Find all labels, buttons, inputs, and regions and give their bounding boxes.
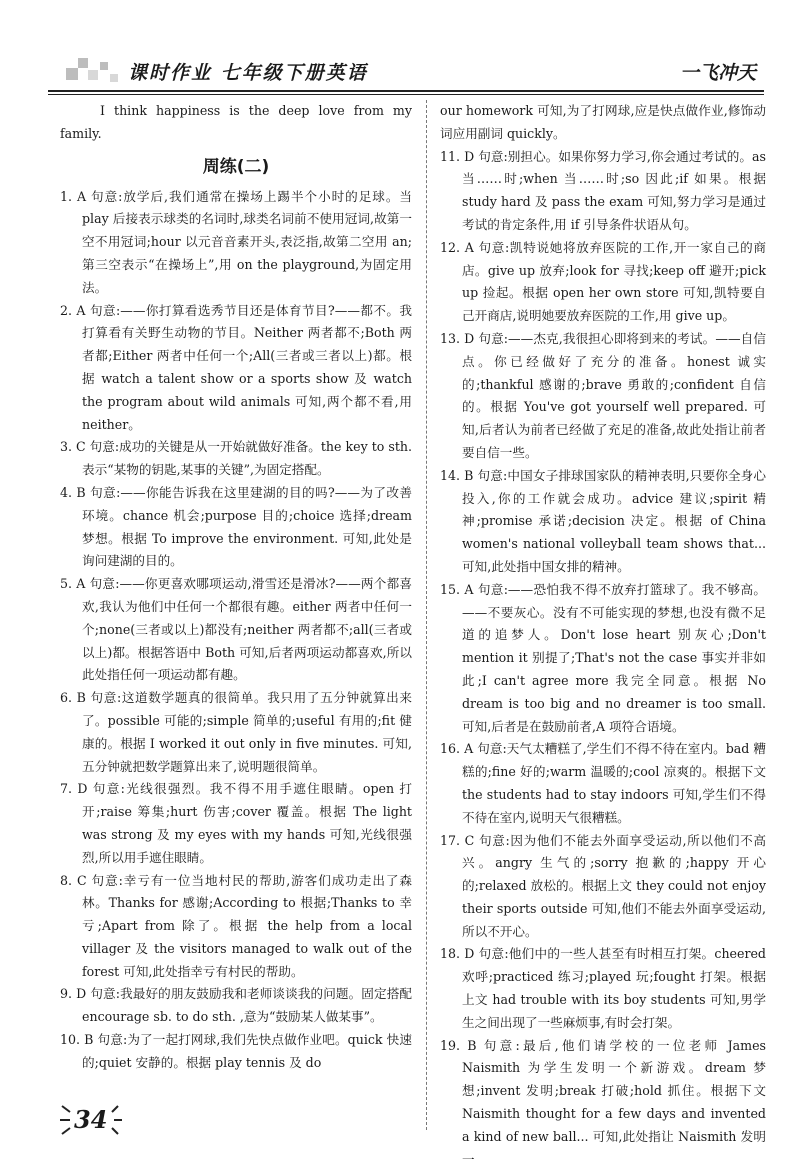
- answer-item: 16. A 句意:天气太糟糕了,学生们不得不待在室内。bad 糟糕的;fine 好的;warm 温暖的;cool 凉爽的。根据下文 the students had to stay indoors 可知,学生们不得不待在室内,说明天气很糟糕。: [440, 741, 766, 825]
- header-rule-thin: [48, 94, 764, 95]
- answer-continuation: our homework 可知,为了打网球,应是快点做作业,修饰动词应用副词 quickly。: [440, 103, 766, 141]
- answer-item: 12. A 句意:凯特说她将放弃医院的工作,开一家自己的商店。give up 放弃;look for 寻找;keep off 避开;pick up 捡起。根据 open her own store 可知,凯特要自己开商店,说明她要放弃医院的工作,用 give up。: [440, 239, 766, 324]
- page-number: 34: [74, 1105, 108, 1134]
- answer-item: 19. B 句意:最后,他们请学校的一位老师 James Naismith 为学生发明一个新游戏。dream 梦想;invent 发明;break 打破;hold 抓住。根据下文 Naismith thought for a few days and invented a kind of new ball... 可知,此处指让 Naismith 发明一: [440, 1037, 766, 1167]
- header-rule: [48, 90, 764, 92]
- right-column: [440, 100, 766, 1171]
- header-title: 课时作业 七年级下册英语: [128, 62, 368, 84]
- answer-item: 7. D 句意:光线很强烈。我不得不用手遮住眼睛。open 打开;raise 筹集;hurt 伤害;cover 覆盖。根据 The light was strong 及 my eyes with my hands 可知,光线很强烈,所以用手遮住眼睛。: [60, 781, 412, 865]
- answer-item: 6. B 句意:这道数学题真的很简单。我只用了五分钟就算出来了。possible 可能的;simple 简单的;useful 有用的;fit 健康的。根据 I worked it out only in five minutes. 可知,五分钟就把数学题算出来了,说明题很简单。: [60, 690, 412, 774]
- answer-item: 4. B 句意:——你能告诉我在这里建湖的目的吗?——为了改善环境。chance 机会;purpose 目的;choice 选择;dream 梦想。根据 To improve the environment. 可知,此处是询问建湖的目的。: [60, 484, 412, 569]
- answer-item: 2. A 句意:——你打算看选秀节目还是体育节目?——都不。我打算看有关野生动物的节目。Neither 两者都不;Both 两者都;Either 两者中任何一个;All(三者或三者以上)都。根据 watch a talent show or a sports show 及 watch the program about wild animals 可知,两个都不看,用 neither。: [60, 302, 412, 432]
- answer-item: 8. C 句意:幸亏有一位当地村民的帮助,游客们成功走出了森林。Thanks for 感谢;According to 根据;Thanks to 幸亏;Apart from 除了。根据 the help from a local villager 及 the visitors managed to walk out of the forest 可知,此处指幸亏有村民的帮助。: [60, 872, 412, 979]
- answer-item: 9. D 句意:我最好的朋友鼓励我和老师谈谈我的问题。固定搭配 encourage sb. to do sth. ,意为“鼓励某人做某事”。: [60, 986, 412, 1025]
- intro-text: I think happiness is the deep love from my family.: [60, 103, 412, 141]
- column-divider: [426, 100, 427, 1130]
- answer-item: 18. D 句意:他们中的一些人甚至有时相互打架。cheered 欢呼;practiced 练习;played 玩;fought 打架。根据上文 had trouble with its boy students 可知,男学生之间出现了一些麻烦事,有时会打架。: [440, 946, 766, 1030]
- page-header: [48, 44, 764, 94]
- answer-item: 1. A 句意:放学后,我们通常在操场上踢半个小时的足球。当 play 后接表示球类的名词时,球类名词前不使用冠词,故第一空不用冠词;hour 以元音音素开头,表泛指,故第二空用 an;第三空表示“在操场上”,用 on the playground,为固定用法。: [60, 188, 412, 295]
- answer-item: 14. B 句意:中国女子排球国家队的精神表明,只要你全身心投入,你的工作就会成功。advice 建议;spirit 精神;promise 承诺;decision 决定。根据 of China women's national volleyball team shows that... 可知,此处指中国女排的精神。: [440, 467, 766, 574]
- answer-item: 17. C 句意:因为他们不能去外面享受运动,所以他们不高兴。angry 生气的;sorry 抱歉的;happy 开心的;relaxed 放松的。根据上文 they could not enjoy their sports outside 可知,他们不能去外面享受运动,所以不开心。: [440, 832, 766, 939]
- brand-logo: 一飞冲天: [679, 62, 756, 84]
- answer-item: 3. C 句意:成功的关键是从一开始就做好准备。the key to sth. 表示“某物的钥匙,某事的关键”,为固定搭配。: [60, 439, 412, 478]
- answer-item: 11. D 句意:别担心。如果你努力学习,你会通过考试的。as 当……时;when 当……时;so 因此;if 如果。根据 study hard 及 pass the exam 可知,努力学习是通过考试的肯定条件,用 if 引导条件状语从句。: [440, 148, 766, 232]
- answer-item: 13. D 句意:——杰克,我很担心即将到来的考试。——自信点。你已经做好了充分的准备。honest 诚实的;thankful 感谢的;brave 勇敢的;confident 自信的。根据 You've got yourself well prepared. 可知,后者认为前者已经做了充足的准备,故此处指让前者要自信一些。: [440, 330, 766, 460]
- answer-item: 5. A 句意:——你更喜欢哪项运动,滑雪还是滑冰?——两个都喜欢,我认为他们中任何一个都很有趣。either 两者中任何一个;none(三者或以上)都没有;neither 两者都不;all(三者或以上)都。根据答语中 Both 可知,后者两项运动都喜欢,所以此处指任何一项运动都有趣。: [60, 576, 412, 683]
- section-title: 周练(二): [202, 156, 270, 177]
- answer-item: 10. B 句意:为了一起打网球,我们先快点做作业吧。quick 快速的;quiet 安静的。根据 play tennis 及 do: [60, 1032, 412, 1070]
- left-column: [60, 100, 412, 1075]
- answer-item: 15. A 句意:——恐怕我不得不放弃打篮球了。我不够高。——不要灰心。没有不可能实现的梦想,也没有微不足道的追梦人。Don't lose heart 别灰心;Don't mention it 别提了;That's not the case 事实并非如此;I can't agree more 我完全同意。根据 No dream is too big and no dreamer is too small. 可知,后者是在鼓励前者,A 项符合语境。: [440, 581, 766, 734]
